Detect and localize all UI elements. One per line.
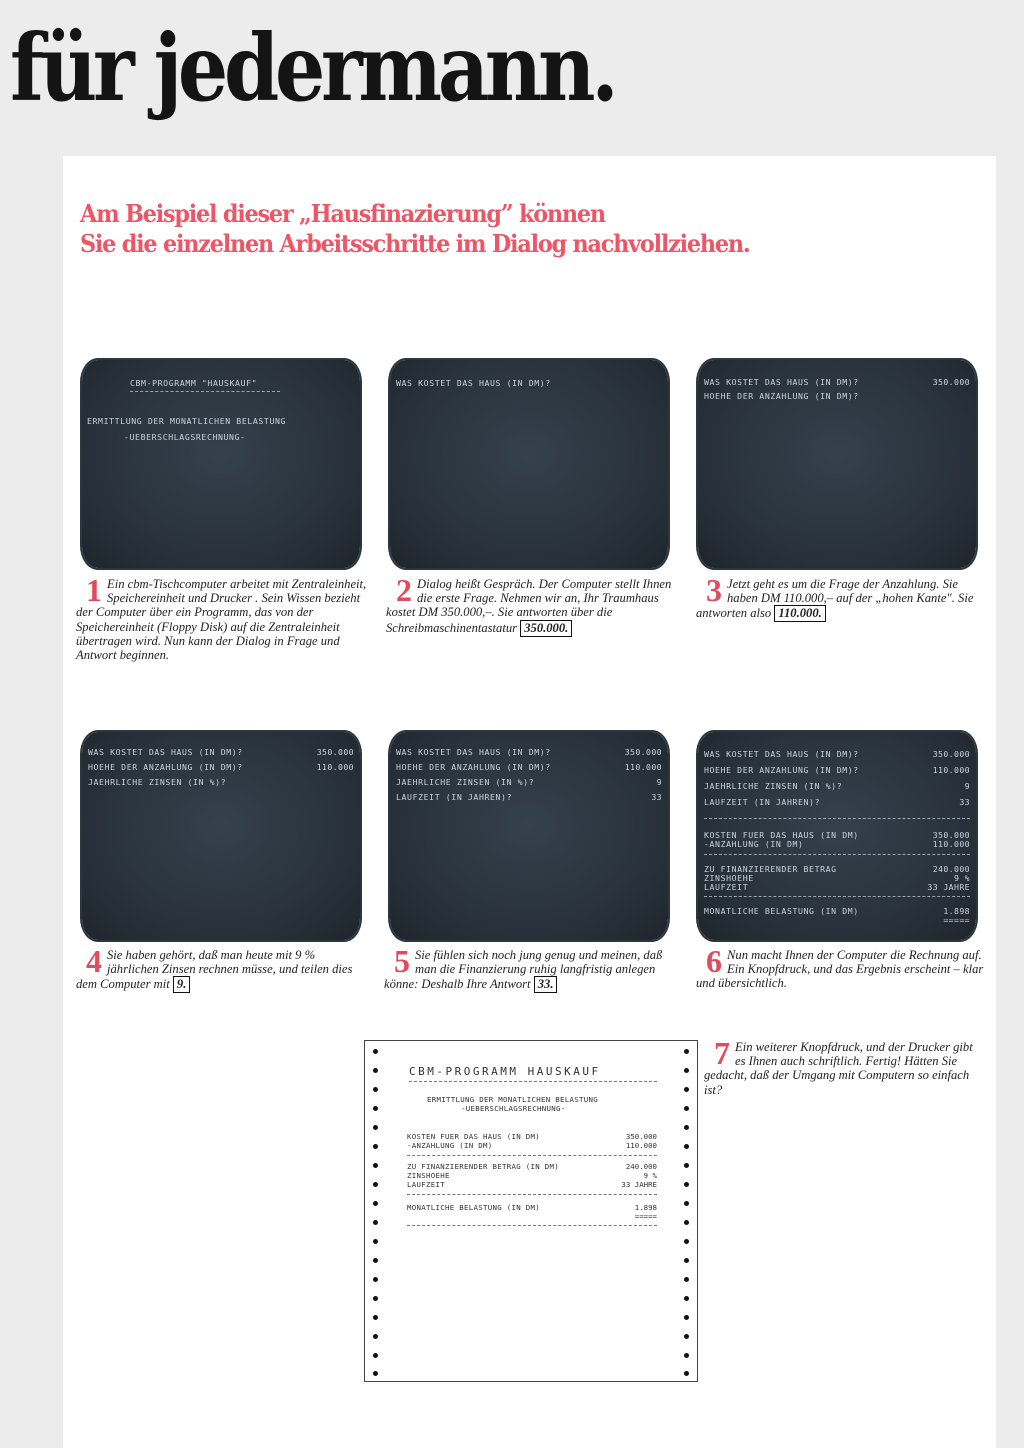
- screen-1-line-1: ERMITTLUNG DER MONATLICHEN BELASTUNG: [87, 416, 287, 426]
- feed-hole-right: [684, 1182, 689, 1187]
- feed-hole-left: [373, 1087, 378, 1092]
- screen-5: [390, 732, 668, 940]
- printout-row-2-value: 110.000: [625, 1141, 657, 1150]
- feed-hole-left: [373, 1315, 378, 1320]
- screen-1: [82, 360, 360, 568]
- feed-hole-right: [684, 1371, 689, 1376]
- caption-4-answer: 9.: [173, 976, 190, 993]
- screen-1-line-2: -UEBERSCHLAGSRECHNUNG-: [124, 432, 246, 442]
- feed-hole-left: [373, 1220, 378, 1225]
- screen-4-question-1: WAS KOSTET DAS HAUS (IN DM)?: [88, 747, 243, 757]
- printout-row-1-label: KOSTEN FUER DAS HAUS (IN DM): [407, 1132, 540, 1141]
- screen-6-answer-1: 350.000: [932, 749, 970, 759]
- screen-4-answer-2: 110.000: [316, 762, 354, 772]
- printout-row-6-value: 1.898: [634, 1203, 657, 1212]
- printout-row-5-value: 33 JAHRE: [621, 1180, 657, 1189]
- screen-1-title-underline: [130, 391, 280, 392]
- printout-subtitle-2: -UEBERSCHLAGSRECHNUNG-: [461, 1104, 566, 1113]
- screen-1-title: CBM-PROGRAMM "HAUSKAUF": [130, 378, 258, 388]
- caption-3-answer: 110.000.: [774, 605, 825, 622]
- screen-6-separator-1: [704, 818, 970, 819]
- screen-6-question-3: JAEHRLICHE ZINSEN (IN %)?: [704, 781, 843, 791]
- feed-hole-left: [373, 1334, 378, 1339]
- screen-5-answer-4: 33: [651, 792, 662, 802]
- feed-hole-right: [684, 1144, 689, 1149]
- screen-6-result-3-value: 240.000: [932, 864, 970, 874]
- screen-6-result-3-label: ZU FINANZIERENDER BETRAG: [704, 864, 837, 874]
- screen-6-answer-2: 110.000: [932, 765, 970, 775]
- feed-hole-left: [373, 1049, 378, 1054]
- caption-3-text: Jetzt geht es um die Frage der Anzahlung. Sie haben DM 110.000,– auf der „hohen Kante". Sie antworten also: [696, 577, 974, 621]
- screen-6-result-2-value: 110.000: [932, 839, 970, 849]
- feed-hole-left: [373, 1258, 378, 1263]
- screen-6-result-4-label: ZINSHOEHE: [704, 873, 754, 883]
- printout-title-underline: [409, 1081, 657, 1082]
- feed-hole-right: [684, 1296, 689, 1301]
- printout-row-3-value: 240.000: [625, 1162, 657, 1171]
- printout-title: CBM-PROGRAMM HAUSKAUF: [409, 1065, 601, 1078]
- screen-5-question-4: LAUFZEIT (IN JAHREN)?: [396, 792, 513, 802]
- intro-line-1: Am Beispiel dieser „Hausfinazierung” können: [80, 199, 605, 228]
- printout-separator-3: [407, 1225, 657, 1226]
- caption-6-text: Nun macht Ihnen der Computer die Rechnung auf. Ein Knopfdruck, und das Ergebnis erscheint – klar und übersichtlich.: [696, 948, 984, 991]
- screen-6-result-2-label: -ANZAHLUNG (IN DM): [704, 839, 804, 849]
- caption-2: [386, 572, 676, 637]
- feed-hole-right: [684, 1353, 689, 1358]
- caption-5-number: 5: [394, 943, 410, 979]
- screen-6-result-1-value: 350.000: [932, 830, 970, 840]
- printout-separator-2: [407, 1194, 657, 1195]
- feed-hole-left: [373, 1353, 378, 1358]
- feed-hole-right: [684, 1201, 689, 1206]
- screen-6-question-4: LAUFZEIT (IN JAHREN)?: [704, 797, 821, 807]
- feed-hole-right: [684, 1068, 689, 1073]
- screen-5-question-1: WAS KOSTET DAS HAUS (IN DM)?: [396, 747, 551, 757]
- screen-6-answer-4: 33: [959, 797, 970, 807]
- feed-hole-left: [373, 1239, 378, 1244]
- screen-5-answer-3: 9: [656, 777, 662, 787]
- screen-6-question-1: WAS KOSTET DAS HAUS (IN DM)?: [704, 749, 859, 759]
- screen-6-result-6-value: 1.898: [943, 906, 970, 916]
- feed-hole-left: [373, 1163, 378, 1168]
- printout-separator-1: [407, 1155, 657, 1156]
- intro-line-2: Sie die einzelnen Arbeitsschritte im Dialog nachvollziehen.: [80, 229, 750, 258]
- feed-hole-right: [684, 1125, 689, 1130]
- feed-hole-left: [373, 1201, 378, 1206]
- screen-2: [390, 360, 668, 568]
- screen-6-separator-2: [704, 854, 970, 855]
- caption-1-text: Ein cbm-Tischcomputer arbeitet mit Zentraleinheit, Speichereinheit und Drucker . Sein Wissen bezieht der Computer über ein Programm, das von der Speichereinheit (Floppy Disk) auf die Zentraleinheit übertragen wird. Nun kann der Dialog in Frage und Antwort beginnen.: [76, 577, 367, 663]
- feed-hole-right: [684, 1277, 689, 1282]
- feed-hole-left: [373, 1371, 378, 1376]
- screen-5-question-3: JAEHRLICHE ZINSEN (IN %)?: [396, 777, 535, 787]
- printout-row-4-value: 9 %: [643, 1171, 657, 1180]
- feed-hole-left: [373, 1277, 378, 1282]
- feed-hole-right: [684, 1258, 689, 1263]
- screen-3: [698, 360, 976, 568]
- screen-6-result-5-label: LAUFZEIT: [704, 882, 749, 892]
- screen-6-result-1-label: KOSTEN FUER DAS HAUS (IN DM): [704, 830, 859, 840]
- caption-6-number: 6: [706, 943, 722, 979]
- feed-hole-left: [373, 1106, 378, 1111]
- feed-hole-right: [684, 1163, 689, 1168]
- screen-5-answer-1: 350.000: [624, 747, 662, 757]
- caption-5-text: Sie fühlen sich noch jung genug und meinen, daß man die Finanzierung ruhig langfristig anlegen könne: Deshalb Ihre Antwort: [384, 948, 663, 992]
- caption-7-text: Ein weiterer Knopfdruck, und der Drucker gibt es Ihnen auch schriftlich. Fertig! Hätten Sie gedacht, daß der Umgang mit Computern so einfach ist?: [704, 1040, 973, 1097]
- screen-4-question-2: HOEHE DER ANZAHLUNG (IN DM)?: [88, 762, 243, 772]
- screen-2-question-1: WAS KOSTET DAS HAUS (IN DM)?: [396, 378, 551, 388]
- caption-6: [696, 943, 986, 991]
- feed-hole-left: [373, 1296, 378, 1301]
- printout-subtitle-1: ERMITTLUNG DER MONATLICHEN BELASTUNG: [427, 1095, 598, 1104]
- screen-6-result-6-underline: =====: [943, 915, 970, 925]
- feed-hole-left: [373, 1068, 378, 1073]
- caption-2-number: 2: [396, 572, 412, 608]
- screen-6: [698, 732, 976, 940]
- feed-hole-right: [684, 1106, 689, 1111]
- printout-row-2-label: -ANZAHLUNG (IN DM): [407, 1141, 493, 1150]
- caption-4: [76, 943, 368, 993]
- printout-row-3-label: ZU FINANZIERENDER BETRAG (IN DM): [407, 1162, 559, 1171]
- caption-3-number: 3: [706, 572, 722, 608]
- screen-6-answer-3: 9: [964, 781, 970, 791]
- printer-paper: [364, 1040, 698, 1382]
- caption-4-text: Sie haben gehört, daß man heute mit 9 % jährlichen Zinsen rechnen müsse, und teilen dies dem Computer mit: [76, 948, 353, 992]
- printout-row-4-label: ZINSHOEHE: [407, 1171, 450, 1180]
- screen-3-question-2: HOEHE DER ANZAHLUNG (IN DM)?: [704, 391, 859, 401]
- screen-3-answer-1: 350.000: [932, 377, 970, 387]
- screen-4-question-3: JAEHRLICHE ZINSEN (IN %)?: [88, 777, 227, 787]
- printout-row-6-underline: =====: [634, 1212, 657, 1221]
- caption-1: [76, 572, 368, 663]
- screen-3-question-1: WAS KOSTET DAS HAUS (IN DM)?: [704, 377, 859, 387]
- printout-row-1-value: 350.000: [625, 1132, 657, 1141]
- caption-3: [696, 572, 986, 622]
- printout-row-5-label: LAUFZEIT: [407, 1180, 445, 1189]
- caption-2-answer: 350.000.: [520, 620, 572, 637]
- screen-5-question-2: HOEHE DER ANZAHLUNG (IN DM)?: [396, 762, 551, 772]
- caption-5: [384, 943, 676, 993]
- screen-5-answer-2: 110.000: [624, 762, 662, 772]
- feed-hole-left: [373, 1182, 378, 1187]
- caption-5-answer: 33.: [534, 976, 558, 993]
- feed-hole-right: [684, 1220, 689, 1225]
- caption-7: [704, 1035, 976, 1097]
- headline: für jedermann.: [10, 14, 615, 122]
- screen-6-question-2: HOEHE DER ANZAHLUNG (IN DM)?: [704, 765, 859, 775]
- screen-6-separator-3: [704, 896, 970, 897]
- feed-hole-left: [373, 1144, 378, 1149]
- caption-4-number: 4: [86, 943, 102, 979]
- feed-hole-right: [684, 1315, 689, 1320]
- caption-1-number: 1: [86, 572, 102, 608]
- caption-7-number: 7: [714, 1035, 730, 1071]
- caption-2-text: Dialog heißt Gespräch. Der Computer stellt Ihnen die erste Frage. Nehmen wir an, Ihr Traumhaus kostet DM 350.000,–. Sie antworten über die Schreibmaschinentastatur: [386, 577, 672, 635]
- intro-heading: [80, 199, 749, 259]
- feed-hole-right: [684, 1049, 689, 1054]
- screen-6-result-4-value: 9 %: [954, 873, 970, 883]
- screen-4: [82, 732, 360, 940]
- feed-hole-right: [684, 1334, 689, 1339]
- feed-hole-left: [373, 1125, 378, 1130]
- screen-4-answer-1: 350.000: [316, 747, 354, 757]
- feed-hole-right: [684, 1239, 689, 1244]
- feed-hole-right: [684, 1087, 689, 1092]
- printout-row-6-label: MONATLICHE BELASTUNG (IN DM): [407, 1203, 540, 1212]
- screen-6-result-6-label: MONATLICHE BELASTUNG (IN DM): [704, 906, 859, 916]
- screen-6-result-5-value: 33 JAHRE: [927, 882, 970, 892]
